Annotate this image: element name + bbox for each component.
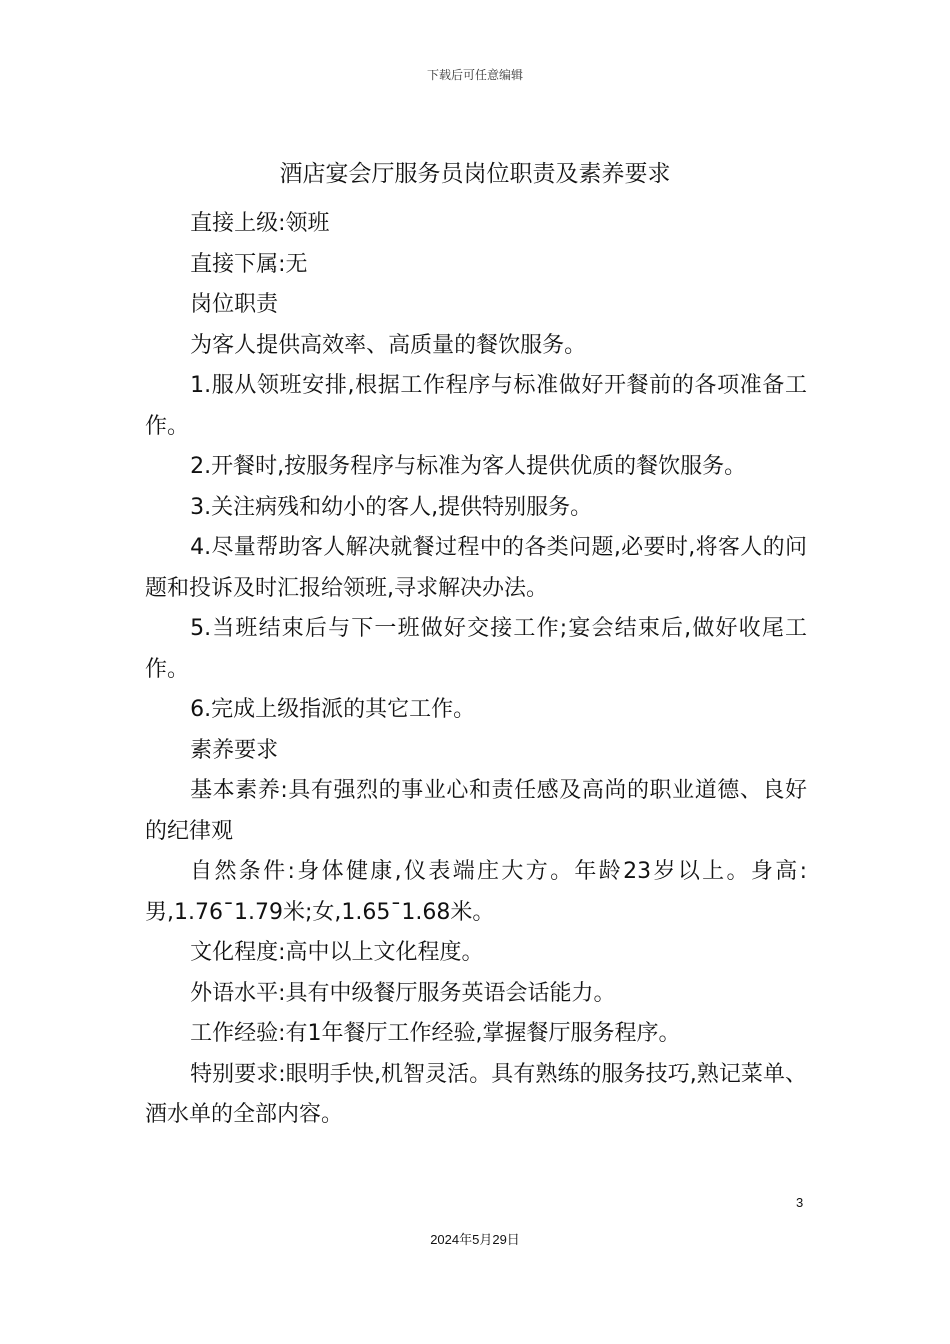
- page-number: 3: [796, 1195, 804, 1210]
- paragraph-duty-4: 4.尽量帮助客人解决就餐过程中的各类问题,必要时,将客人的问题和投诉及时汇报给领班,寻求解决办法。: [145, 535, 807, 601]
- section-heading-requirements: 素养要求: [190, 737, 279, 763]
- paragraph-special-requirements: 特别要求:眼明手快,机智灵活。具有熟练的服务技巧,熟记菜单、酒水单的全部内容。: [145, 1061, 807, 1127]
- paragraph-basic-qualities: 基本素养:具有强烈的事业心和责任感及高尚的职业道德、良好的纪律观: [145, 778, 807, 844]
- page-footer-date: 2024年5月29日: [430, 1232, 520, 1247]
- paragraph-physical-conditions: 自然条件:身体健康,仪表端庄大方。年龄23岁以上。身高:男,1.76¯1.79米;女,1.65¯1.68米。: [145, 859, 807, 925]
- document-body: [145, 204, 807, 1136]
- paragraph-duty-3: 3.关注病残和幼小的客人,提供特别服务。: [190, 494, 593, 520]
- paragraph-direct-subordinate: 直接下属:无: [190, 251, 308, 277]
- paragraph-foreign-language: 外语水平:具有中级餐厅服务英语会话能力。: [190, 980, 616, 1006]
- paragraph-work-experience: 工作经验:有1年餐厅工作经验,掌握餐厅服务程序。: [190, 1021, 681, 1046]
- section-heading-duties: 岗位职责: [190, 292, 279, 317]
- paragraph-education: 文化程度:高中以上文化程度。: [190, 940, 484, 965]
- page-header: 下载后可任意编辑: [426, 68, 523, 82]
- paragraph-duty-6: 6.完成上级指派的其它工作。: [190, 697, 476, 722]
- paragraph-duty-2: 2.开餐时,按服务程序与标准为客人提供优质的餐饮服务。: [190, 454, 747, 479]
- paragraph-duty-1: 1.服从领班安排,根据工作程序与标准做好开餐前的各项准备工作。: [145, 373, 807, 439]
- paragraph-duty-5: 5.当班结束后与下一班做好交接工作;宴会结束后,做好收尾工作。: [145, 616, 807, 682]
- paragraph-direct-superior: 直接上级:领班: [190, 211, 330, 236]
- paragraph-duty-summary: 为客人提供高效率、高质量的餐饮服务。: [190, 332, 587, 358]
- document-title: 酒店宴会厅服务员岗位职责及素养要求: [279, 161, 671, 187]
